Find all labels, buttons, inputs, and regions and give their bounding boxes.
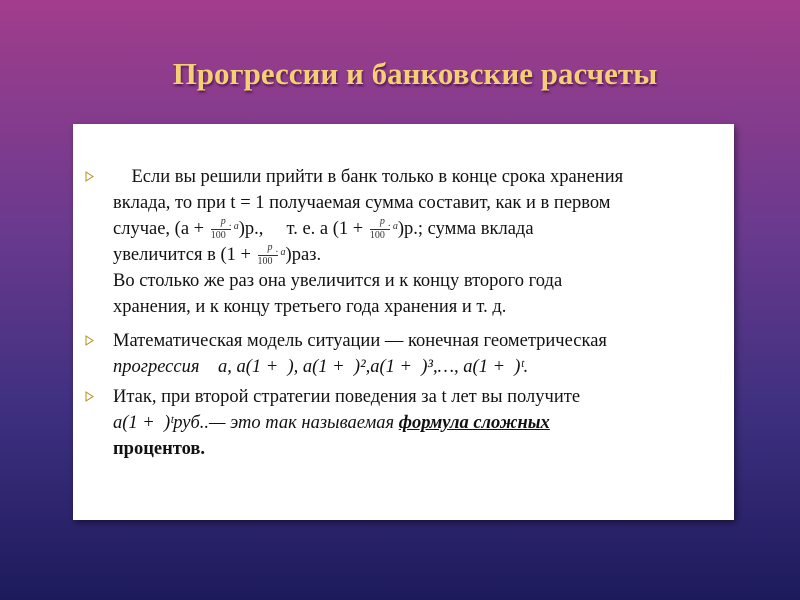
fraction-numerator: p xyxy=(220,215,226,227)
text-segment: увеличится в (1 + xyxy=(113,245,256,265)
bullet-item-1 xyxy=(87,164,719,320)
fraction-p-over-100 xyxy=(256,241,286,267)
text-segment: )р., т. е. a (1 + xyxy=(238,219,368,239)
fraction-numerator: p xyxy=(267,241,273,253)
bullet-1-line-6: хранения, и к концу третьего года хранения и т. д. xyxy=(113,297,507,317)
bullet-1-line-2: вклада, то при t = 1 получаемая сумма составит, как и в первом xyxy=(113,193,611,213)
content-box xyxy=(73,124,734,520)
bullet-3-line-1: Итак, при второй стратегии поведения за t лет вы получите xyxy=(113,387,581,407)
bullet-2-line-2: прогрессия a, a(1 + ), a(1 + )²,a(1 + )³,…, a(1 + )ᵗ. xyxy=(113,357,529,377)
fraction-factor: · a xyxy=(228,220,239,232)
bullet-2-line-1: Математическая модель ситуации — конечная геометрическая xyxy=(113,331,607,351)
bullet-3-line-4: процентов. xyxy=(113,439,205,459)
bullet-marker-icon xyxy=(85,384,95,396)
bullet-1-line-4 xyxy=(113,242,719,268)
fraction-factor: · a xyxy=(387,220,398,232)
bullet-item-3 xyxy=(87,384,719,462)
bullet-1-line-1: Если вы решили прийти в банк только в конце срока хранения xyxy=(113,167,624,187)
bullet-item-2 xyxy=(87,328,719,380)
text-segment: случае, (a + xyxy=(113,219,209,239)
text-segment: )раз. xyxy=(285,245,322,265)
bullet-3-line-2 xyxy=(113,410,719,436)
text-segment: a(1 + )ᵗруб..— это так называемая xyxy=(113,413,395,433)
text-segment: )р.; сумма вклада xyxy=(397,219,534,239)
bullet-1-line-3 xyxy=(113,216,719,242)
bullet-1-line-5: Во столько же раз она увеличится и к концу второго года xyxy=(113,271,563,291)
bullet-marker-icon xyxy=(85,328,95,340)
fraction-p-over-100 xyxy=(368,215,398,241)
fraction-p-over-100 xyxy=(209,215,239,241)
fraction-denominator: 100 xyxy=(210,229,226,241)
slide-title: Прогрессии и банковские расчеты xyxy=(172,56,658,91)
emphasis-formula: формула сложных xyxy=(398,413,550,433)
fraction-denominator: 100 xyxy=(369,229,385,241)
fraction-numerator: p xyxy=(379,215,385,227)
fraction-denominator: 100 xyxy=(257,255,273,267)
bullet-marker-icon xyxy=(85,164,95,176)
fraction-factor: · a xyxy=(275,246,286,258)
